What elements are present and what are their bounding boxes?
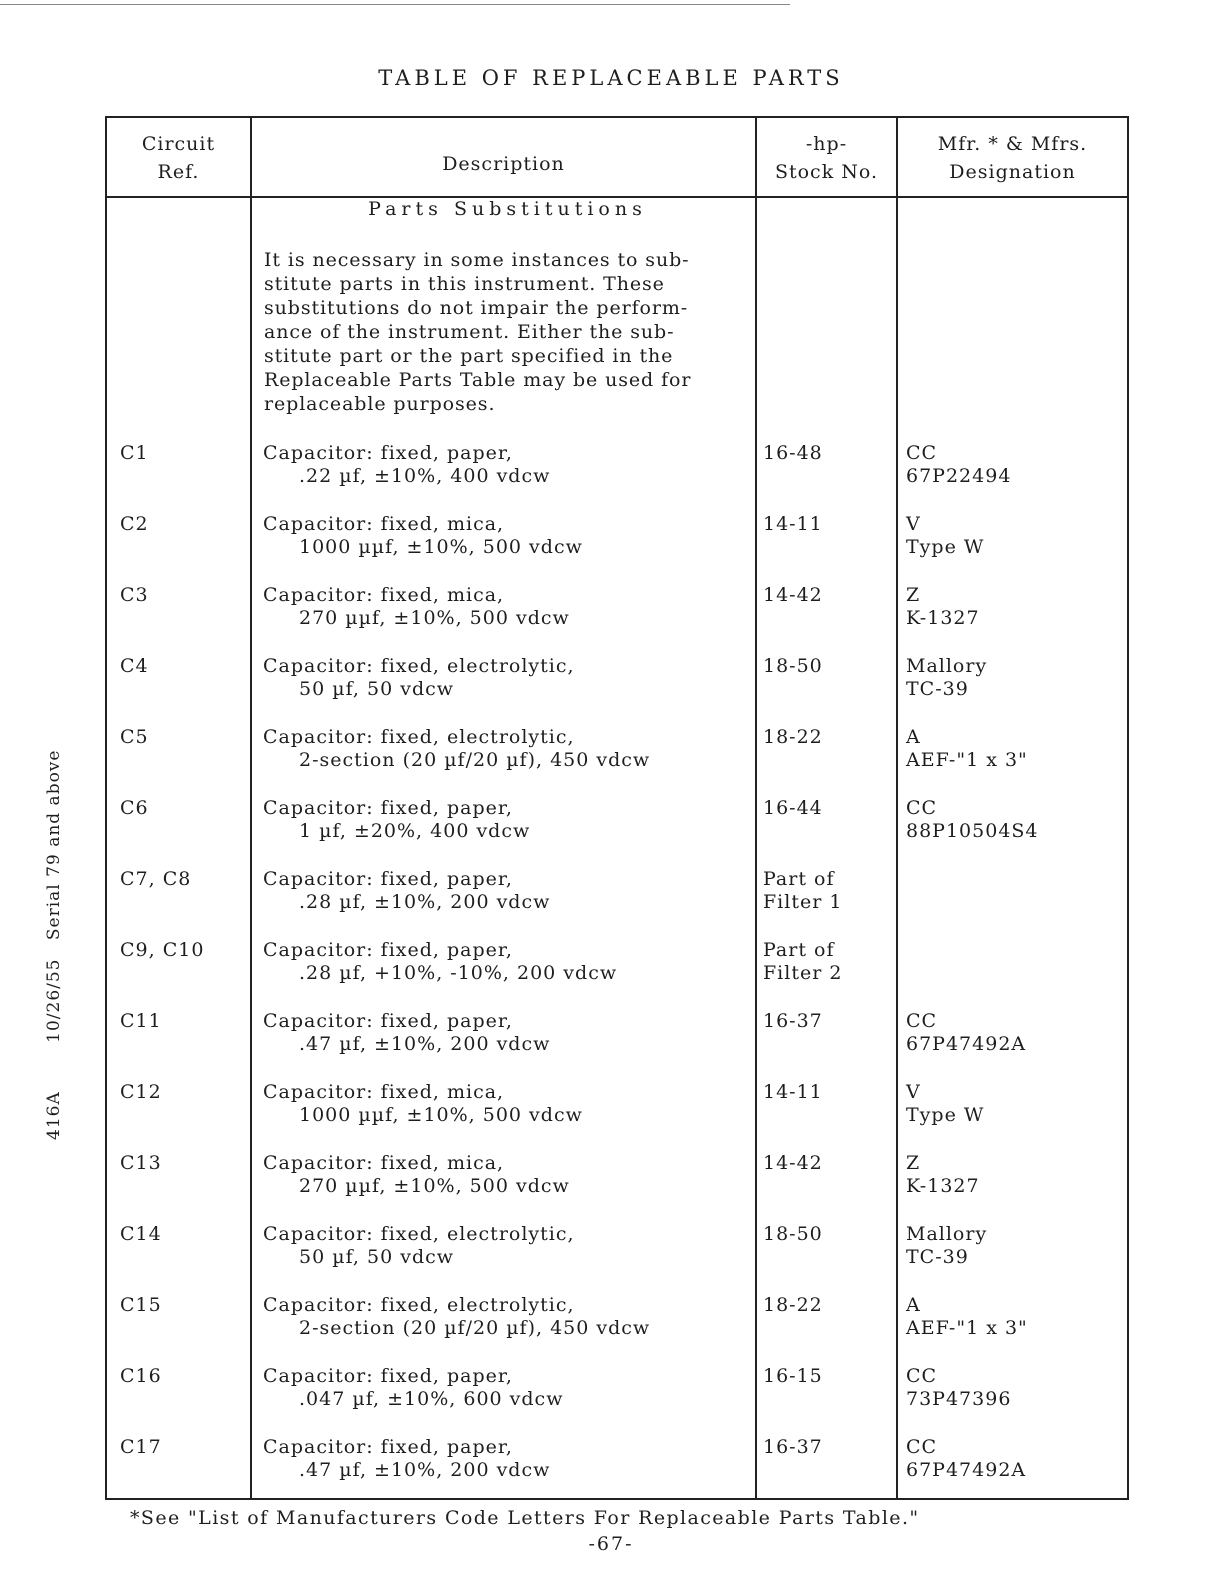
- mfr-line: Type W: [906, 1104, 985, 1126]
- stock-no: [763, 1010, 823, 1033]
- mfr-designation: [906, 1152, 980, 1198]
- circuit-ref: C12: [120, 1081, 162, 1103]
- circuit-ref: C9, C10: [120, 939, 205, 961]
- description-line: Capacitor: fixed, paper,: [263, 1365, 513, 1387]
- side-note-date: 10/26/55: [44, 958, 64, 1043]
- stock-line: 18-50: [763, 1223, 823, 1245]
- description-line: .47 µf, ±10%, 200 vdcw: [299, 1033, 551, 1055]
- stock-line: 16-15: [763, 1365, 823, 1387]
- circuit-ref: C11: [120, 1010, 162, 1032]
- circuit-ref: C7, C8: [120, 868, 192, 890]
- description-line: 2-section (20 µf/20 µf), 450 vdcw: [299, 1317, 651, 1339]
- description-line: 1 µf, ±20%, 400 vdcw: [299, 820, 531, 842]
- stock-no: [763, 1294, 823, 1317]
- mfr-line: TC-39: [906, 1246, 969, 1268]
- stock-line: 18-50: [763, 655, 823, 677]
- mfr-designation: [906, 1010, 1026, 1056]
- stock-no: [763, 442, 823, 465]
- table-row: [107, 726, 1127, 797]
- description-line: 1000 µµf, ±10%, 500 vdcw: [299, 536, 583, 558]
- circuit-ref: C3: [120, 584, 149, 606]
- circuit-ref: C17: [120, 1436, 162, 1458]
- description: [263, 726, 650, 772]
- substitution-title: Parts Substitutions: [368, 198, 647, 220]
- description-line: 1000 µµf, ±10%, 500 vdcw: [299, 1104, 583, 1126]
- circuit-ref: C5: [120, 726, 149, 748]
- description-line: Capacitor: fixed, paper,: [263, 797, 513, 819]
- mfr-line: CC: [906, 1010, 938, 1032]
- description-line: .047 µf, ±10%, 600 vdcw: [299, 1388, 564, 1410]
- parts-table: [105, 116, 1129, 1500]
- circuit-ref: C13: [120, 1152, 162, 1174]
- circuit-ref: C1: [120, 442, 149, 464]
- mfr-line: TC-39: [906, 678, 969, 700]
- header-text: -hp-: [805, 133, 848, 155]
- side-note-model: 416A: [44, 1091, 64, 1140]
- top-edge-rule: [0, 4, 790, 5]
- substitution-line: Replaceable Parts Table may be used for: [264, 369, 692, 391]
- stock-line: 14-11: [763, 1081, 823, 1103]
- stock-line: Part of: [763, 868, 835, 890]
- stock-line: 16-37: [763, 1010, 823, 1032]
- mfr-line: AEF-"1 x 3": [906, 749, 1028, 771]
- circuit-ref: C15: [120, 1294, 162, 1316]
- page-number: -67-: [588, 1533, 634, 1555]
- table-row: [107, 584, 1127, 655]
- table-row: [107, 1010, 1127, 1081]
- description-line: Capacitor: fixed, mica,: [263, 513, 505, 535]
- description: [263, 868, 550, 914]
- table-row: [107, 442, 1127, 513]
- mfr-designation: [906, 513, 984, 559]
- substitution-line: It is necessary in some instances to sub-: [264, 249, 690, 271]
- stock-no: [763, 1365, 823, 1388]
- mfr-line: 67P22494: [906, 465, 1012, 487]
- description: [263, 1436, 550, 1482]
- stock-line: 14-11: [763, 513, 823, 535]
- stock-no: [763, 797, 823, 820]
- stock-line: Filter 2: [763, 962, 843, 984]
- description-line: .22 µf, ±10%, 400 vdcw: [299, 465, 551, 487]
- mfr-line: V: [906, 1081, 921, 1103]
- description-line: 2-section (20 µf/20 µf), 450 vdcw: [299, 749, 651, 771]
- description: [263, 939, 617, 985]
- circuit-ref: C6: [120, 797, 149, 819]
- mfr-designation: [906, 726, 1028, 772]
- footnote: *See "List of Manufacturers Code Letters For Replaceable Parts Table.": [130, 1507, 920, 1529]
- mfr-designation: [906, 655, 987, 701]
- stock-no: [763, 868, 842, 914]
- table-row: [107, 797, 1127, 868]
- header-text: Description: [442, 153, 565, 175]
- mfr-line: CC: [906, 442, 938, 464]
- mfr-line: Z: [906, 1152, 921, 1174]
- mfr-line: CC: [906, 1365, 938, 1387]
- description: [263, 1152, 570, 1198]
- description-line: Capacitor: fixed, mica,: [263, 1081, 505, 1103]
- description-line: Capacitor: fixed, electrolytic,: [263, 726, 575, 748]
- header-text: Stock No.: [774, 161, 879, 183]
- description-line: 270 µµf, ±10%, 500 vdcw: [299, 1175, 570, 1197]
- stock-no: [763, 584, 823, 607]
- description-line: Capacitor: fixed, paper,: [263, 868, 513, 890]
- stock-no: [763, 1223, 823, 1246]
- table-row: [107, 868, 1127, 939]
- description: [263, 442, 550, 488]
- circuit-ref: C16: [120, 1365, 162, 1387]
- mfr-line: 73P47396: [906, 1388, 1012, 1410]
- mfr-line: Mallory: [906, 655, 988, 677]
- mfr-designation: [906, 1223, 987, 1269]
- stock-line: 16-44: [763, 797, 823, 819]
- stock-no: [763, 1436, 823, 1459]
- description-line: Capacitor: fixed, paper,: [263, 1436, 513, 1458]
- mfr-line: V: [906, 513, 921, 535]
- mfr-line: 67P47492A: [906, 1459, 1027, 1481]
- description-line: Capacitor: fixed, mica,: [263, 584, 505, 606]
- header-text: Mfr. * & Mfrs.: [937, 133, 1088, 155]
- description: [263, 1365, 563, 1411]
- description-line: .47 µf, ±10%, 200 vdcw: [299, 1459, 551, 1481]
- header-circuit-ref: [107, 122, 250, 194]
- table-row: [107, 1081, 1127, 1152]
- substitution-line: ance of the instrument. Either the sub-: [264, 321, 675, 343]
- description: [263, 584, 570, 630]
- mfr-line: 88P10504S4: [906, 820, 1039, 842]
- table-row: [107, 1152, 1127, 1223]
- description-line: Capacitor: fixed, paper,: [263, 442, 513, 464]
- stock-line: Part of: [763, 939, 835, 961]
- mfr-designation: [906, 1294, 1028, 1340]
- mfr-line: CC: [906, 797, 938, 819]
- mfr-line: 67P47492A: [906, 1033, 1027, 1055]
- description: [263, 1081, 583, 1127]
- mfr-line: Z: [906, 584, 921, 606]
- stock-line: 16-48: [763, 442, 823, 464]
- mfr-line: Mallory: [906, 1223, 988, 1245]
- header-mfr-designation: [898, 122, 1127, 194]
- stock-no: [763, 513, 823, 536]
- description-line: 50 µf, 50 vdcw: [299, 678, 455, 700]
- description-line: 50 µf, 50 vdcw: [299, 1246, 455, 1268]
- table-row: [107, 1365, 1127, 1436]
- mfr-designation: [906, 797, 1039, 843]
- circuit-ref: C2: [120, 513, 149, 535]
- side-note-serial: Serial 79 and above: [44, 749, 64, 941]
- substitution-line: stitute part or the part specified in the: [264, 345, 674, 367]
- description-line: Capacitor: fixed, electrolytic,: [263, 655, 575, 677]
- page-title: TABLE OF REPLACEABLE PARTS: [378, 66, 844, 90]
- description: [263, 1010, 550, 1056]
- mfr-line: A: [906, 726, 921, 748]
- description: [263, 655, 575, 701]
- table-row: [107, 513, 1127, 584]
- stock-no: [763, 939, 842, 985]
- table-row: [107, 1436, 1127, 1507]
- description-line: Capacitor: fixed, paper,: [263, 1010, 513, 1032]
- description: [263, 797, 530, 843]
- side-note: [44, 750, 64, 1140]
- stock-no: [763, 1081, 823, 1104]
- mfr-line: A: [906, 1294, 921, 1316]
- description: [263, 1294, 650, 1340]
- circuit-ref: C4: [120, 655, 149, 677]
- stock-no: [763, 1152, 823, 1175]
- mfr-line: K-1327: [906, 607, 980, 629]
- description-line: Capacitor: fixed, electrolytic,: [263, 1294, 575, 1316]
- stock-line: 14-42: [763, 584, 823, 606]
- mfr-designation: [906, 1436, 1026, 1482]
- mfr-designation: [906, 1365, 1011, 1411]
- description-line: .28 µf, ±10%, 200 vdcw: [299, 891, 551, 913]
- stock-line: 18-22: [763, 1294, 823, 1316]
- description-line: Capacitor: fixed, electrolytic,: [263, 1223, 575, 1245]
- description-line: Capacitor: fixed, mica,: [263, 1152, 505, 1174]
- header-description: [252, 122, 755, 194]
- substitution-line: substitutions do not impair the perform-: [264, 297, 689, 319]
- mfr-line: AEF-"1 x 3": [906, 1317, 1028, 1339]
- stock-line: Filter 1: [763, 891, 843, 913]
- substitution-paragraph: [264, 248, 764, 416]
- header-text: Designation: [949, 161, 1076, 183]
- substitution-line: stitute parts in this instrument. These: [264, 273, 665, 295]
- stock-line: 16-37: [763, 1436, 823, 1458]
- circuit-ref: C14: [120, 1223, 162, 1245]
- mfr-designation: [906, 442, 1011, 488]
- stock-line: 18-22: [763, 726, 823, 748]
- mfr-line: CC: [906, 1436, 938, 1458]
- mfr-line: K-1327: [906, 1175, 980, 1197]
- table-row: [107, 1223, 1127, 1294]
- table-row: [107, 655, 1127, 726]
- mfr-designation: [906, 1081, 984, 1127]
- mfr-designation: [906, 584, 980, 630]
- stock-no: [763, 726, 823, 749]
- substitution-line: replaceable purposes.: [264, 393, 496, 415]
- stock-line: 14-42: [763, 1152, 823, 1174]
- description: [263, 513, 583, 559]
- header-text: Circuit: [141, 133, 216, 155]
- description: [263, 1223, 575, 1269]
- header-text: Ref.: [157, 161, 200, 183]
- description-line: .28 µf, +10%, -10%, 200 vdcw: [299, 962, 618, 984]
- mfr-line: Type W: [906, 536, 985, 558]
- header-stock-no: [757, 122, 896, 194]
- description-line: Capacitor: fixed, paper,: [263, 939, 513, 961]
- table-row: [107, 1294, 1127, 1365]
- description-line: 270 µµf, ±10%, 500 vdcw: [299, 607, 570, 629]
- stock-no: [763, 655, 823, 678]
- table-row: [107, 939, 1127, 1010]
